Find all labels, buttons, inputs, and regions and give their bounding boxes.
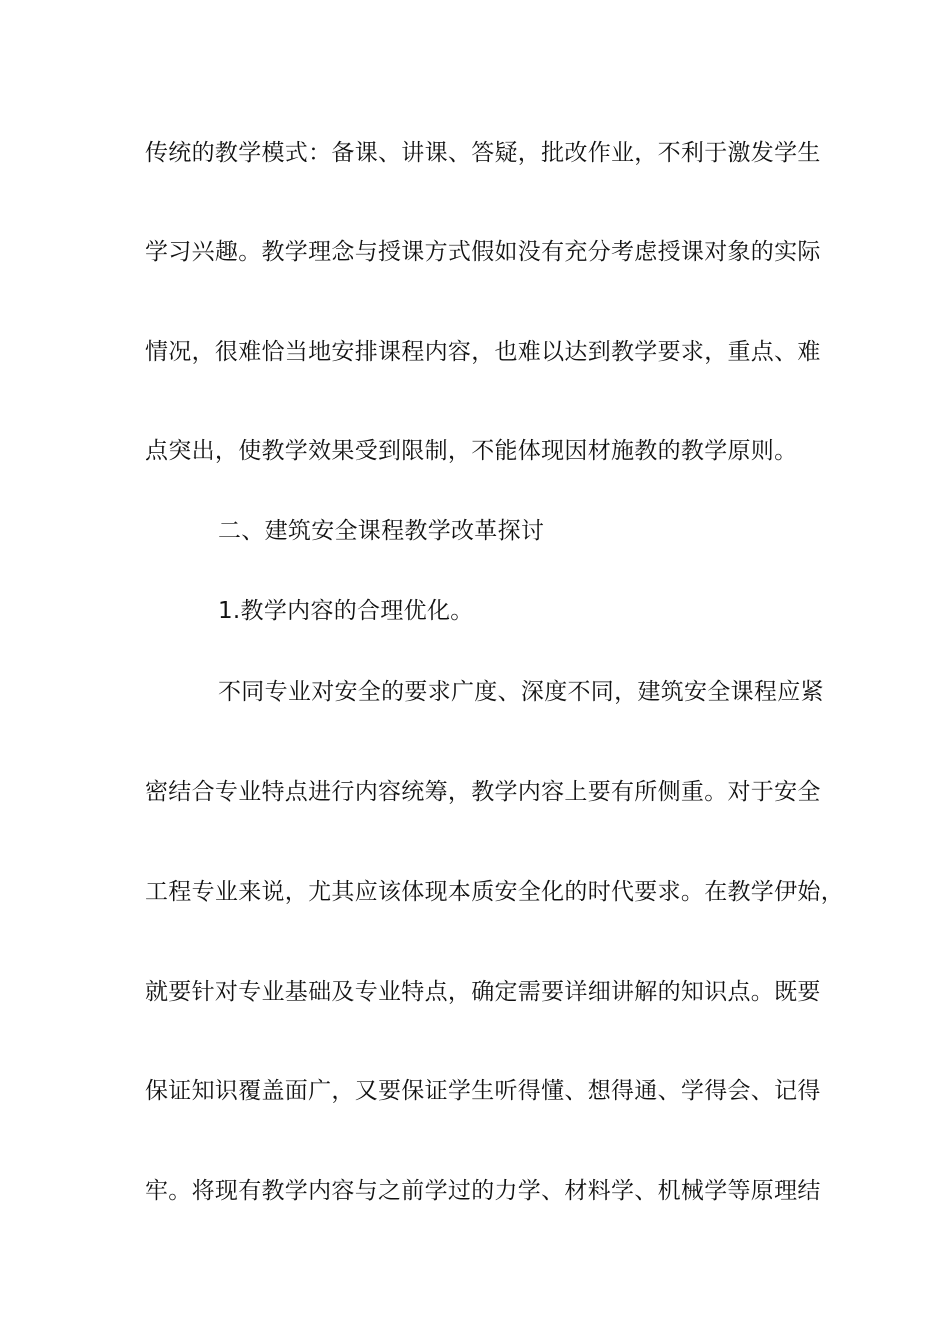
paragraph-2-line-3: 工程专业来说，尤其应该体现本质安全化的时代要求。在教学伊始， [145,879,844,905]
paragraph-2-line-4: 就要针对专业基础及专业特点，确定需要详细讲解的知识点。既要 [145,979,821,1005]
subsection-heading: 1.教学内容的合理优化。 [218,598,474,624]
paragraph-1-line-1: 传统的教学模式：备课、讲课、答疑，批改作业，不利于激发学生 [145,140,821,166]
paragraph-2-line-2: 密结合专业特点进行内容统筹，教学内容上要有所侧重。对于安全 [145,779,821,805]
paragraph-2-line-5: 保证知识覆盖面广，又要保证学生听得懂、想得通、学得会、记得 [145,1078,821,1104]
paragraph-1-line-2: 学习兴趣。教学理念与授课方式假如没有充分考虑授课对象的实际 [145,239,821,265]
paragraph-2-line-6: 牢。将现有教学内容与之前学过的力学、材料学、机械学等原理结 [145,1178,821,1204]
paragraph-2-line-1: 不同专业对安全的要求广度、深度不同，建筑安全课程应紧 [218,679,824,705]
paragraph-1-line-4: 点突出，使教学效果受到限制，不能体现因材施教的教学原则。 [145,438,798,464]
paragraph-1-line-3: 情况，很难恰当地安排课程内容，也难以达到教学要求，重点、难 [145,339,821,365]
section-heading: 二、建筑安全课程教学改革探讨 [218,518,545,544]
